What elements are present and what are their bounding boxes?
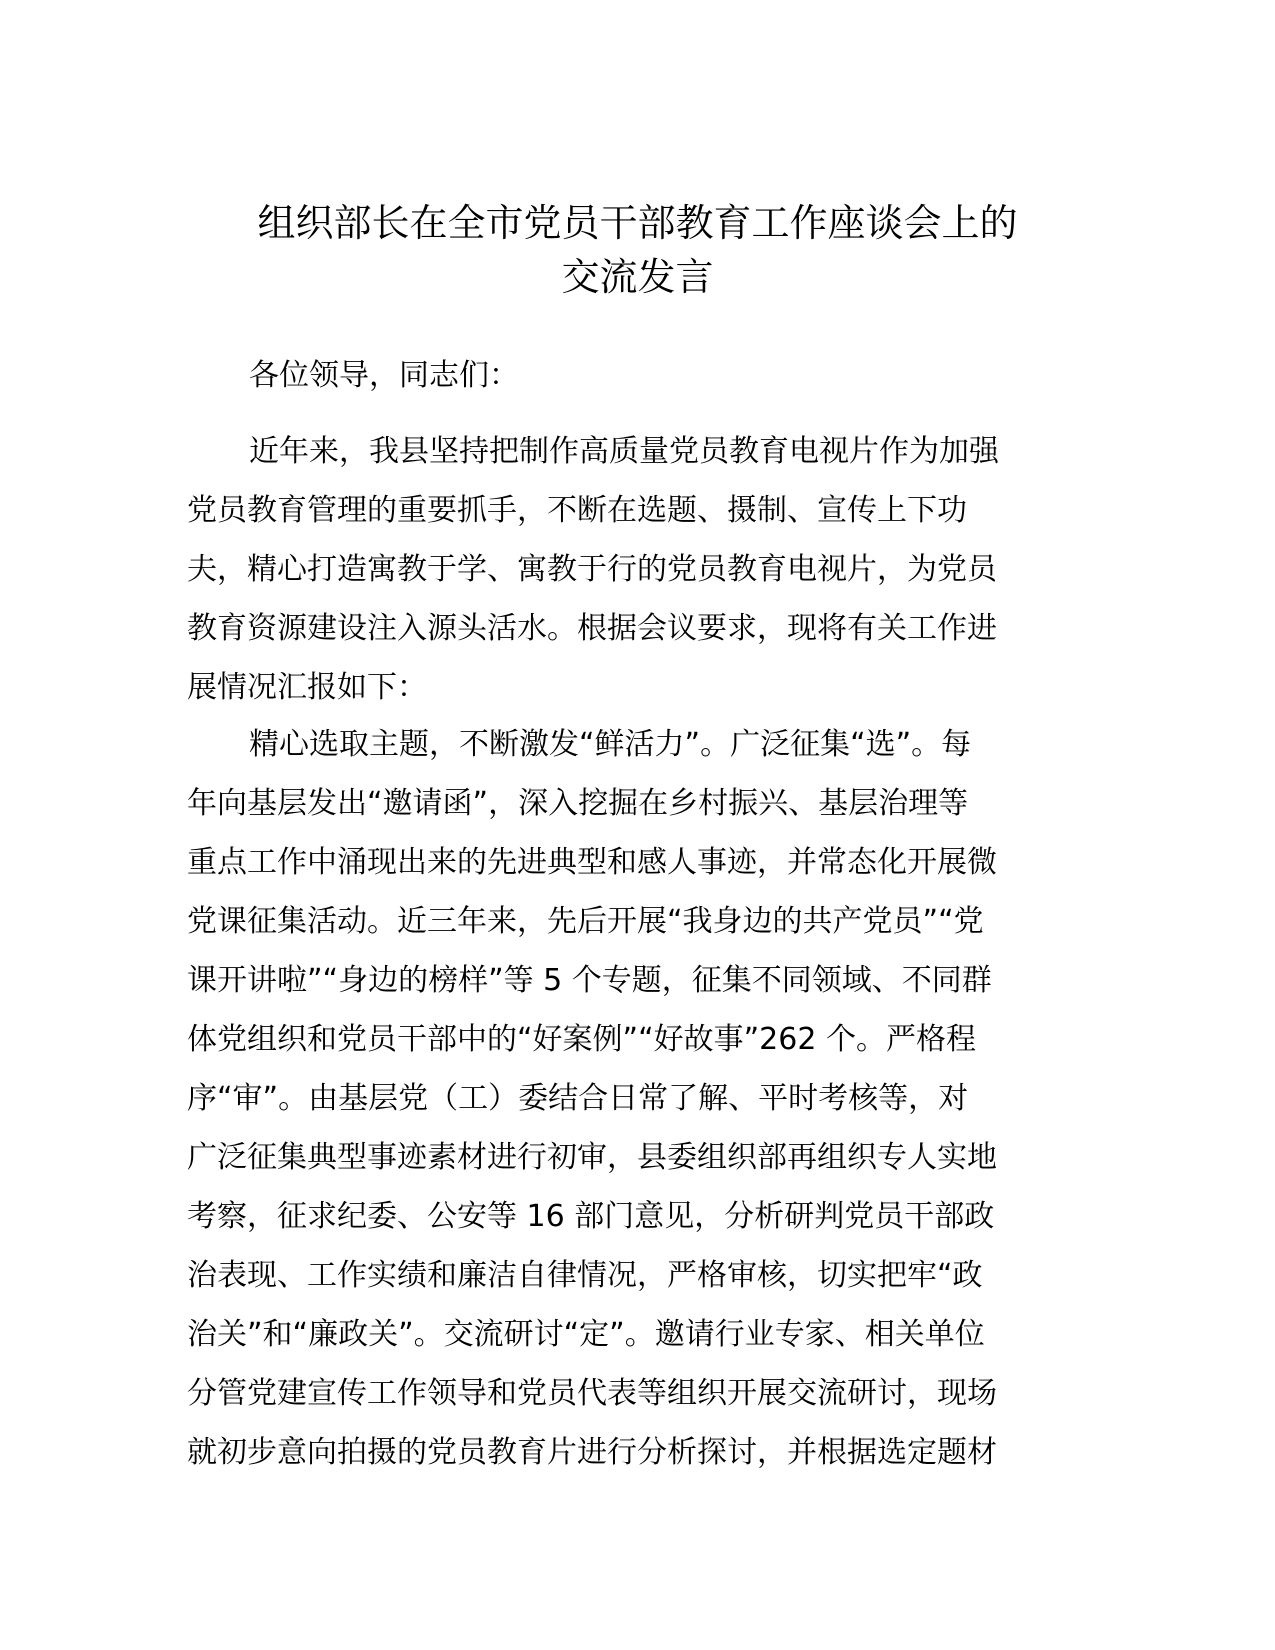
greeting: 各位领导，同志们： [249, 358, 519, 393]
text-line: 分管党建宣传工作领导和党员代表等组织开展交流研讨，现场 [187, 1376, 997, 1411]
text-line: 近年来，我县坚持把制作高质量党员教育电视片作为加强 [249, 434, 999, 469]
text-line: 课开讲啦”“身边的榜样”等 5 个专题，征集不同领域、不同群 [187, 963, 992, 998]
text-line: 党课征集活动。近三年来，先后开展“我身边的共产党员”“党 [187, 904, 984, 939]
text-line: 治表现、工作实绩和廉洁自律情况，严格审核，切实把牢“政 [187, 1258, 983, 1293]
document-title [160, 196, 1115, 304]
title-line: 组织部长在全市党员干部教育工作座谈会上的 [257, 201, 1018, 245]
text-line: 广泛征集典型事迹素材进行初审，县委组织部再组织专人实地 [187, 1140, 997, 1175]
text-line: 重点工作中涌现出来的先进典型和感人事迹，并常态化开展微 [187, 845, 997, 880]
text-line: 党员教育管理的重要抓手，不断在选题、摄制、宣传上下功 [187, 493, 967, 528]
title-line: 交流发言 [561, 255, 714, 299]
text-line: 精心选取主题，不断激发“鲜活力”。广泛征集“选”。每 [249, 727, 972, 762]
text-line: 考察，征求纪委、公安等 16 部门意见，分析研判党员干部政 [187, 1199, 995, 1234]
text-line: 教育资源建设注入源头活水。根据会议要求，现将有关工作进 [187, 611, 997, 646]
text-line: 序“审”。由基层党（工）委结合日常了解、平时考核等，对 [187, 1081, 969, 1116]
paragraph-1 [187, 422, 1087, 717]
text-line: 年向基层发出“邀请函”，深入挖掘在乡村振兴、基层治理等 [187, 786, 969, 821]
paragraph-2 [187, 715, 1087, 1482]
text-line: 治关”和“廉政关”。交流研讨“定”。邀请行业专家、相关单位 [187, 1317, 985, 1352]
text-line: 就初步意向拍摄的党员教育片进行分析探讨，并根据选定题材 [187, 1435, 997, 1470]
text-line: 体党组织和党员干部中的“好案例”“好故事”262 个。严格程 [187, 1022, 976, 1057]
text-line: 展情况汇报如下： [187, 670, 427, 705]
text-line: 夫，精心打造寓教于学、寓教于行的党员教育电视片，为党员 [187, 552, 997, 587]
